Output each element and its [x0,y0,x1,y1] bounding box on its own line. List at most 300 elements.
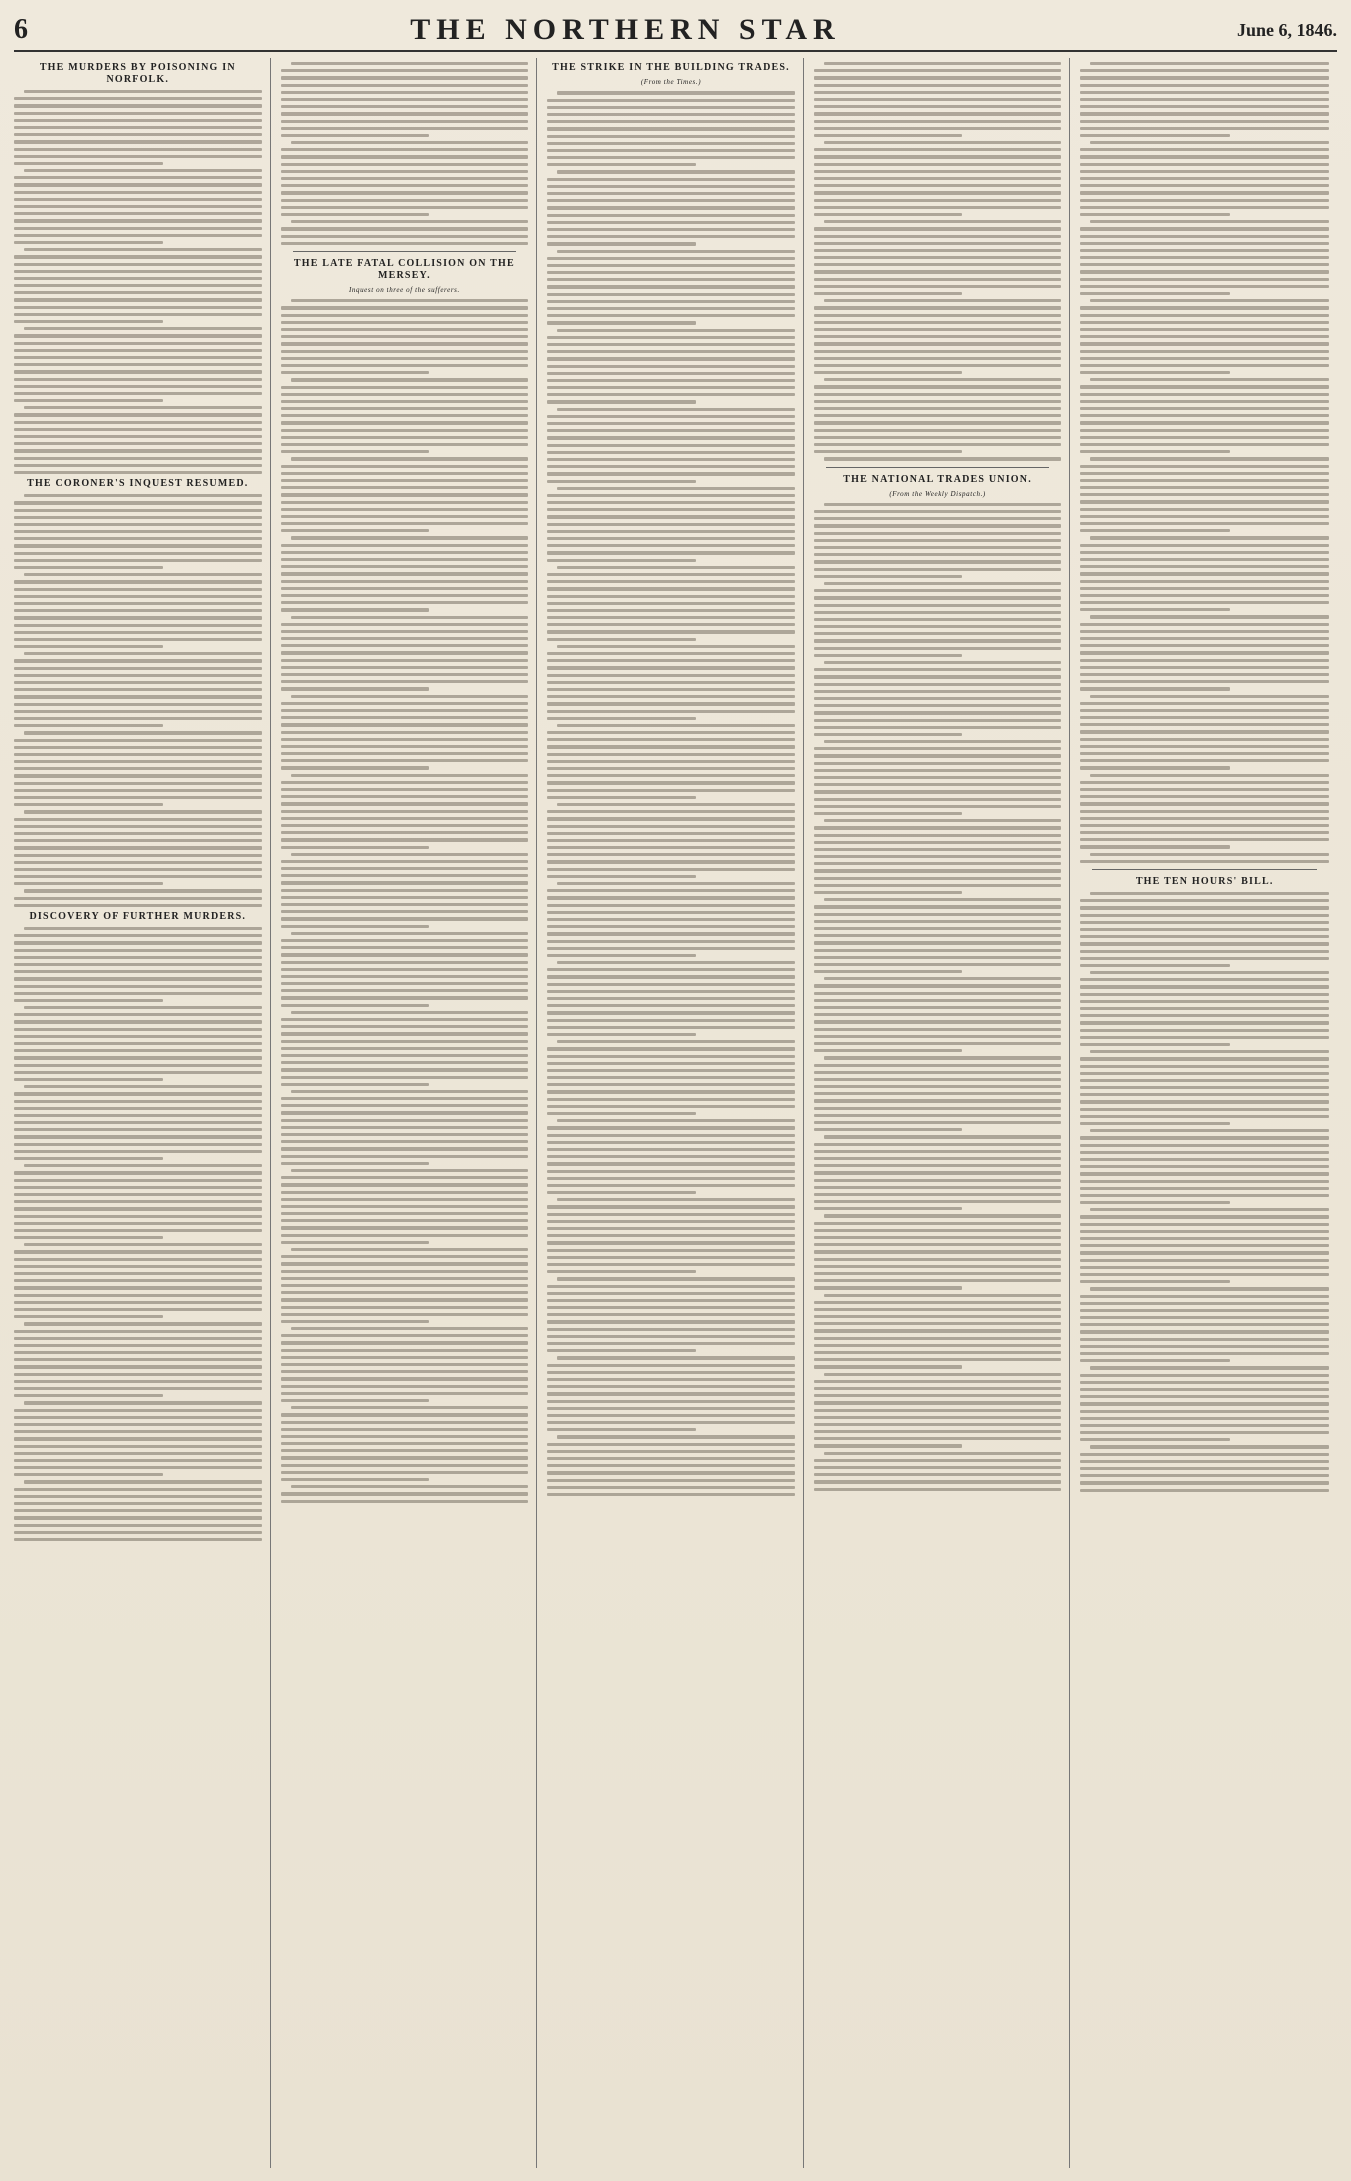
text-line [547,846,795,849]
text-line [547,465,795,468]
text-line [547,228,795,231]
text-line [1080,429,1329,432]
text-line [1080,1467,1329,1470]
text-line [814,400,1062,403]
text-line [281,1478,430,1481]
text-line [547,1249,795,1252]
text-line [547,293,795,296]
text-line [547,1349,696,1352]
text-line [281,342,529,345]
text-line [14,1466,262,1469]
text-line [1080,795,1329,798]
text-line [547,127,795,130]
text-line [14,1330,262,1333]
text-line [547,1471,795,1474]
text-line [14,941,262,944]
text-line [824,1373,1062,1376]
text-line [281,810,529,813]
text-line [547,1141,795,1144]
text-line [14,501,262,504]
text-line [814,321,1062,324]
text-line [281,314,529,317]
text-line [281,881,529,884]
text-line [814,1322,1062,1325]
text-line [824,1214,1062,1217]
text-line [814,148,1062,151]
text-line [547,278,795,281]
text-line [281,76,529,79]
text-line [281,1032,529,1035]
text-line [281,184,529,187]
text-line [1080,342,1329,345]
text-line [547,1205,795,1208]
text-line [281,69,529,72]
article-headline: THE CORONER'S INQUEST RESUMED. [27,478,249,490]
text-line [1080,1410,1329,1413]
text-line [547,415,795,418]
text-line [557,170,795,173]
text-line [1090,457,1329,460]
text-line [1080,1122,1229,1125]
text-line [281,1018,529,1021]
text-line [547,1220,795,1223]
text-line [281,1356,529,1359]
text-line [814,1128,963,1131]
text-line [547,444,795,447]
text-line [547,551,795,554]
text-line [1080,1072,1329,1075]
text-line [291,299,529,302]
text-line [547,199,795,202]
text-line [281,328,529,331]
text-line [14,825,262,828]
text-line [291,220,529,223]
text-line [814,278,1062,281]
text-line [547,544,795,547]
text-line [814,1200,1062,1203]
text-line [14,1445,262,1448]
text-line [281,1341,529,1344]
text-line [557,803,795,806]
text-line [281,213,430,216]
text-line [547,954,696,957]
text-line [1080,1100,1329,1103]
text-line [14,1337,262,1340]
text-line [814,927,1062,930]
text-line [14,934,262,937]
text-line [814,285,1062,288]
text-line [547,1112,696,1115]
text-line [1080,1151,1329,1154]
text-line [24,573,262,576]
text-line [547,774,795,777]
text-line [14,1128,262,1131]
masthead [14,10,1337,52]
text-line [14,298,262,301]
text-line [547,1493,795,1496]
text-line [14,868,262,871]
article-headline: THE NATIONAL TRADES UNION. [843,473,1032,485]
text-line [14,688,262,691]
text-line [14,1394,163,1397]
text-line [14,413,262,416]
text-line [814,1358,1062,1361]
text-line [14,442,262,445]
text-line [14,306,262,309]
text-line [281,608,430,611]
text-line [824,1294,1062,1297]
text-line [14,659,262,662]
text-line [547,1162,795,1165]
text-line [14,1373,262,1376]
text-line [814,970,963,973]
text-line [547,1004,795,1007]
text-line [547,285,795,288]
text-line [814,98,1062,101]
text-line [814,575,963,578]
text-line [14,1365,262,1368]
text-line [281,84,529,87]
text-line [281,551,529,554]
text-line [14,703,262,706]
text-line [281,1226,529,1229]
text-line [547,206,795,209]
text-line [1080,985,1329,988]
text-line [1090,1287,1329,1290]
text-line [547,1414,795,1417]
text-line [1080,1144,1329,1147]
text-line [1090,299,1329,302]
text-line [291,1090,529,1093]
text-line [1080,702,1329,705]
text-line [14,1250,262,1253]
text-line [547,781,795,784]
text-line [824,1452,1062,1455]
text-line [291,378,529,381]
text-line [1080,942,1329,945]
text-line [14,191,262,194]
text-line [281,680,529,683]
text-line [814,421,1062,424]
text-line [814,1444,963,1447]
text-line [14,1171,262,1174]
text-line [281,1068,529,1071]
text-line [14,241,163,244]
text-line [814,733,963,736]
text-line [281,580,529,583]
article-body [547,91,795,1496]
text-line [281,1133,529,1136]
text-line [281,1155,529,1158]
text-line [1080,781,1329,784]
text-line [1080,134,1229,137]
text-line [814,913,1062,916]
text-line [291,853,529,856]
text-line [1080,98,1329,101]
text-line [814,1099,1062,1102]
text-line [1080,860,1329,863]
text-line [281,637,529,640]
text-line [814,1121,1062,1124]
text-line [14,963,262,966]
text-line [814,1258,1062,1261]
text-line [814,1236,1062,1239]
text-line [1080,278,1329,281]
text-line [814,1315,1062,1318]
text-line [824,661,1062,664]
text-line [814,675,1062,678]
text-line [547,580,795,583]
text-line [547,947,795,950]
text-line [547,386,795,389]
text-line [1080,292,1229,295]
text-line [547,1385,795,1388]
text-line [14,796,262,799]
text-line [1090,220,1329,223]
text-line [1080,1481,1329,1484]
text-line [1080,1395,1329,1398]
text-line [1080,242,1329,245]
text-line [1080,594,1329,597]
text-line [14,695,262,698]
text-line [547,178,795,181]
text-line [281,386,529,389]
text-line [281,170,529,173]
text-line [547,357,795,360]
text-line [547,1486,795,1489]
text-line [814,84,1062,87]
text-line [281,98,529,101]
text-line [14,212,262,215]
text-line [1080,544,1329,547]
text-line [281,903,529,906]
article-columns [14,58,1337,2168]
text-line [14,1143,262,1146]
text-line [1080,1352,1329,1355]
text-line [14,234,262,237]
text-line [1080,1302,1329,1305]
text-line [814,342,1062,345]
text-line [14,609,262,612]
text-line [1080,1194,1329,1197]
text-line [14,674,262,677]
text-line [24,169,262,172]
text-line [14,176,262,179]
text-line [814,1179,1062,1182]
text-line [1080,1474,1329,1477]
text-line [1080,1079,1329,1082]
text-line [824,1056,1062,1059]
text-line [557,1435,795,1438]
text-line [547,1400,795,1403]
text-line [547,106,795,109]
text-line [281,321,529,324]
text-line [814,984,1062,987]
text-line [814,436,1062,439]
text-line [547,616,795,619]
text-line [814,191,1062,194]
text-line [281,306,529,309]
text-line [281,1270,529,1273]
text-line [1080,270,1329,273]
text-line [281,191,529,194]
text-line [1080,350,1329,353]
text-line [281,601,529,604]
text-line [281,594,529,597]
text-line [1080,1244,1329,1247]
text-line [547,163,696,166]
text-line [547,1011,795,1014]
text-line [14,774,262,777]
text-line [281,1456,529,1459]
text-line [14,739,262,742]
text-line [291,774,529,777]
text-line [547,365,795,368]
text-line [14,1222,262,1225]
text-line [281,666,529,669]
text-line [24,810,262,813]
divider [1092,869,1317,870]
text-line [547,1479,795,1482]
text-line [814,862,1062,865]
text-line [1080,845,1229,848]
text-line [1080,716,1329,719]
text-line [1080,1359,1229,1362]
text-line [547,501,795,504]
text-line [547,1270,696,1273]
text-line [547,1062,795,1065]
text-line [1080,745,1329,748]
text-line [14,313,262,316]
text-line [14,580,262,583]
text-line [281,364,529,367]
text-line [281,1298,529,1301]
text-line [24,1085,262,1088]
article-body [281,299,529,1503]
text-line [1080,120,1329,123]
text-line [547,1098,795,1101]
text-line [557,91,795,94]
text-line [814,1064,1062,1067]
text-line [824,220,1062,223]
text-line [24,731,262,734]
text-line [814,1473,1062,1476]
text-line [14,616,262,619]
text-line [1080,285,1329,288]
text-line [547,602,795,605]
text-line [547,695,795,698]
article-body [14,927,262,1541]
text-line [547,825,795,828]
text-line [1080,964,1229,967]
text-line [1080,1108,1329,1111]
text-line [281,817,529,820]
text-line [24,248,262,251]
text-line [14,904,262,907]
text-line [1080,199,1329,202]
text-line [1080,1417,1329,1420]
text-line [814,1409,1062,1412]
text-line [1080,1374,1329,1377]
text-line [814,235,1062,238]
text-line [814,1329,1062,1332]
article-body [1080,62,1329,863]
text-line [14,1114,262,1117]
text-line [14,1186,262,1189]
text-line [14,263,262,266]
article-body [14,494,262,907]
text-line [547,1090,795,1093]
text-line [281,443,529,446]
text-line [547,257,795,260]
text-line [281,723,529,726]
text-line [14,782,262,785]
text-line [281,673,529,676]
text-line [281,1421,529,1424]
text-line [281,961,529,964]
text-line [14,1107,262,1110]
text-line [547,300,795,303]
text-line [24,652,262,655]
text-line [814,517,1062,520]
text-line [814,1279,1062,1282]
text-line [814,568,1062,571]
text-line [547,853,795,856]
text-line [14,1538,262,1541]
text-line [281,802,529,805]
text-line [281,479,529,482]
text-line [281,501,529,504]
text-line [1080,1453,1329,1456]
text-line [1080,1000,1329,1003]
column-3 [547,58,804,2168]
text-line [814,249,1062,252]
text-line [1080,565,1329,568]
text-line [281,429,529,432]
text-line [281,982,529,985]
text-line [814,639,1062,642]
article-headline: THE LATE FATAL COLLISION ON THE MERSEY. [293,257,515,281]
text-line [814,1344,1062,1347]
article-headline: DISCOVERY OF FURTHER MURDERS. [29,911,247,922]
text-line [14,710,262,713]
text-line [814,611,1062,614]
text-line [281,1040,529,1043]
text-line [814,596,1062,599]
text-line [14,1351,262,1354]
text-line [814,869,1062,872]
text-line [814,539,1062,542]
text-line [547,480,696,483]
text-line [281,953,529,956]
text-line [14,1207,262,1210]
text-line [547,242,696,245]
text-line [14,392,262,395]
text-line [14,882,163,885]
text-line [547,1155,795,1158]
text-line [24,406,262,409]
text-line [547,530,795,533]
text-line [547,688,795,691]
text-line [24,1006,262,1009]
text-line [14,724,163,727]
text-line [814,450,963,453]
text-line [1080,191,1329,194]
text-line [14,681,262,684]
text-line [557,1198,795,1201]
text-line [281,1083,430,1086]
text-line [281,1262,529,1265]
